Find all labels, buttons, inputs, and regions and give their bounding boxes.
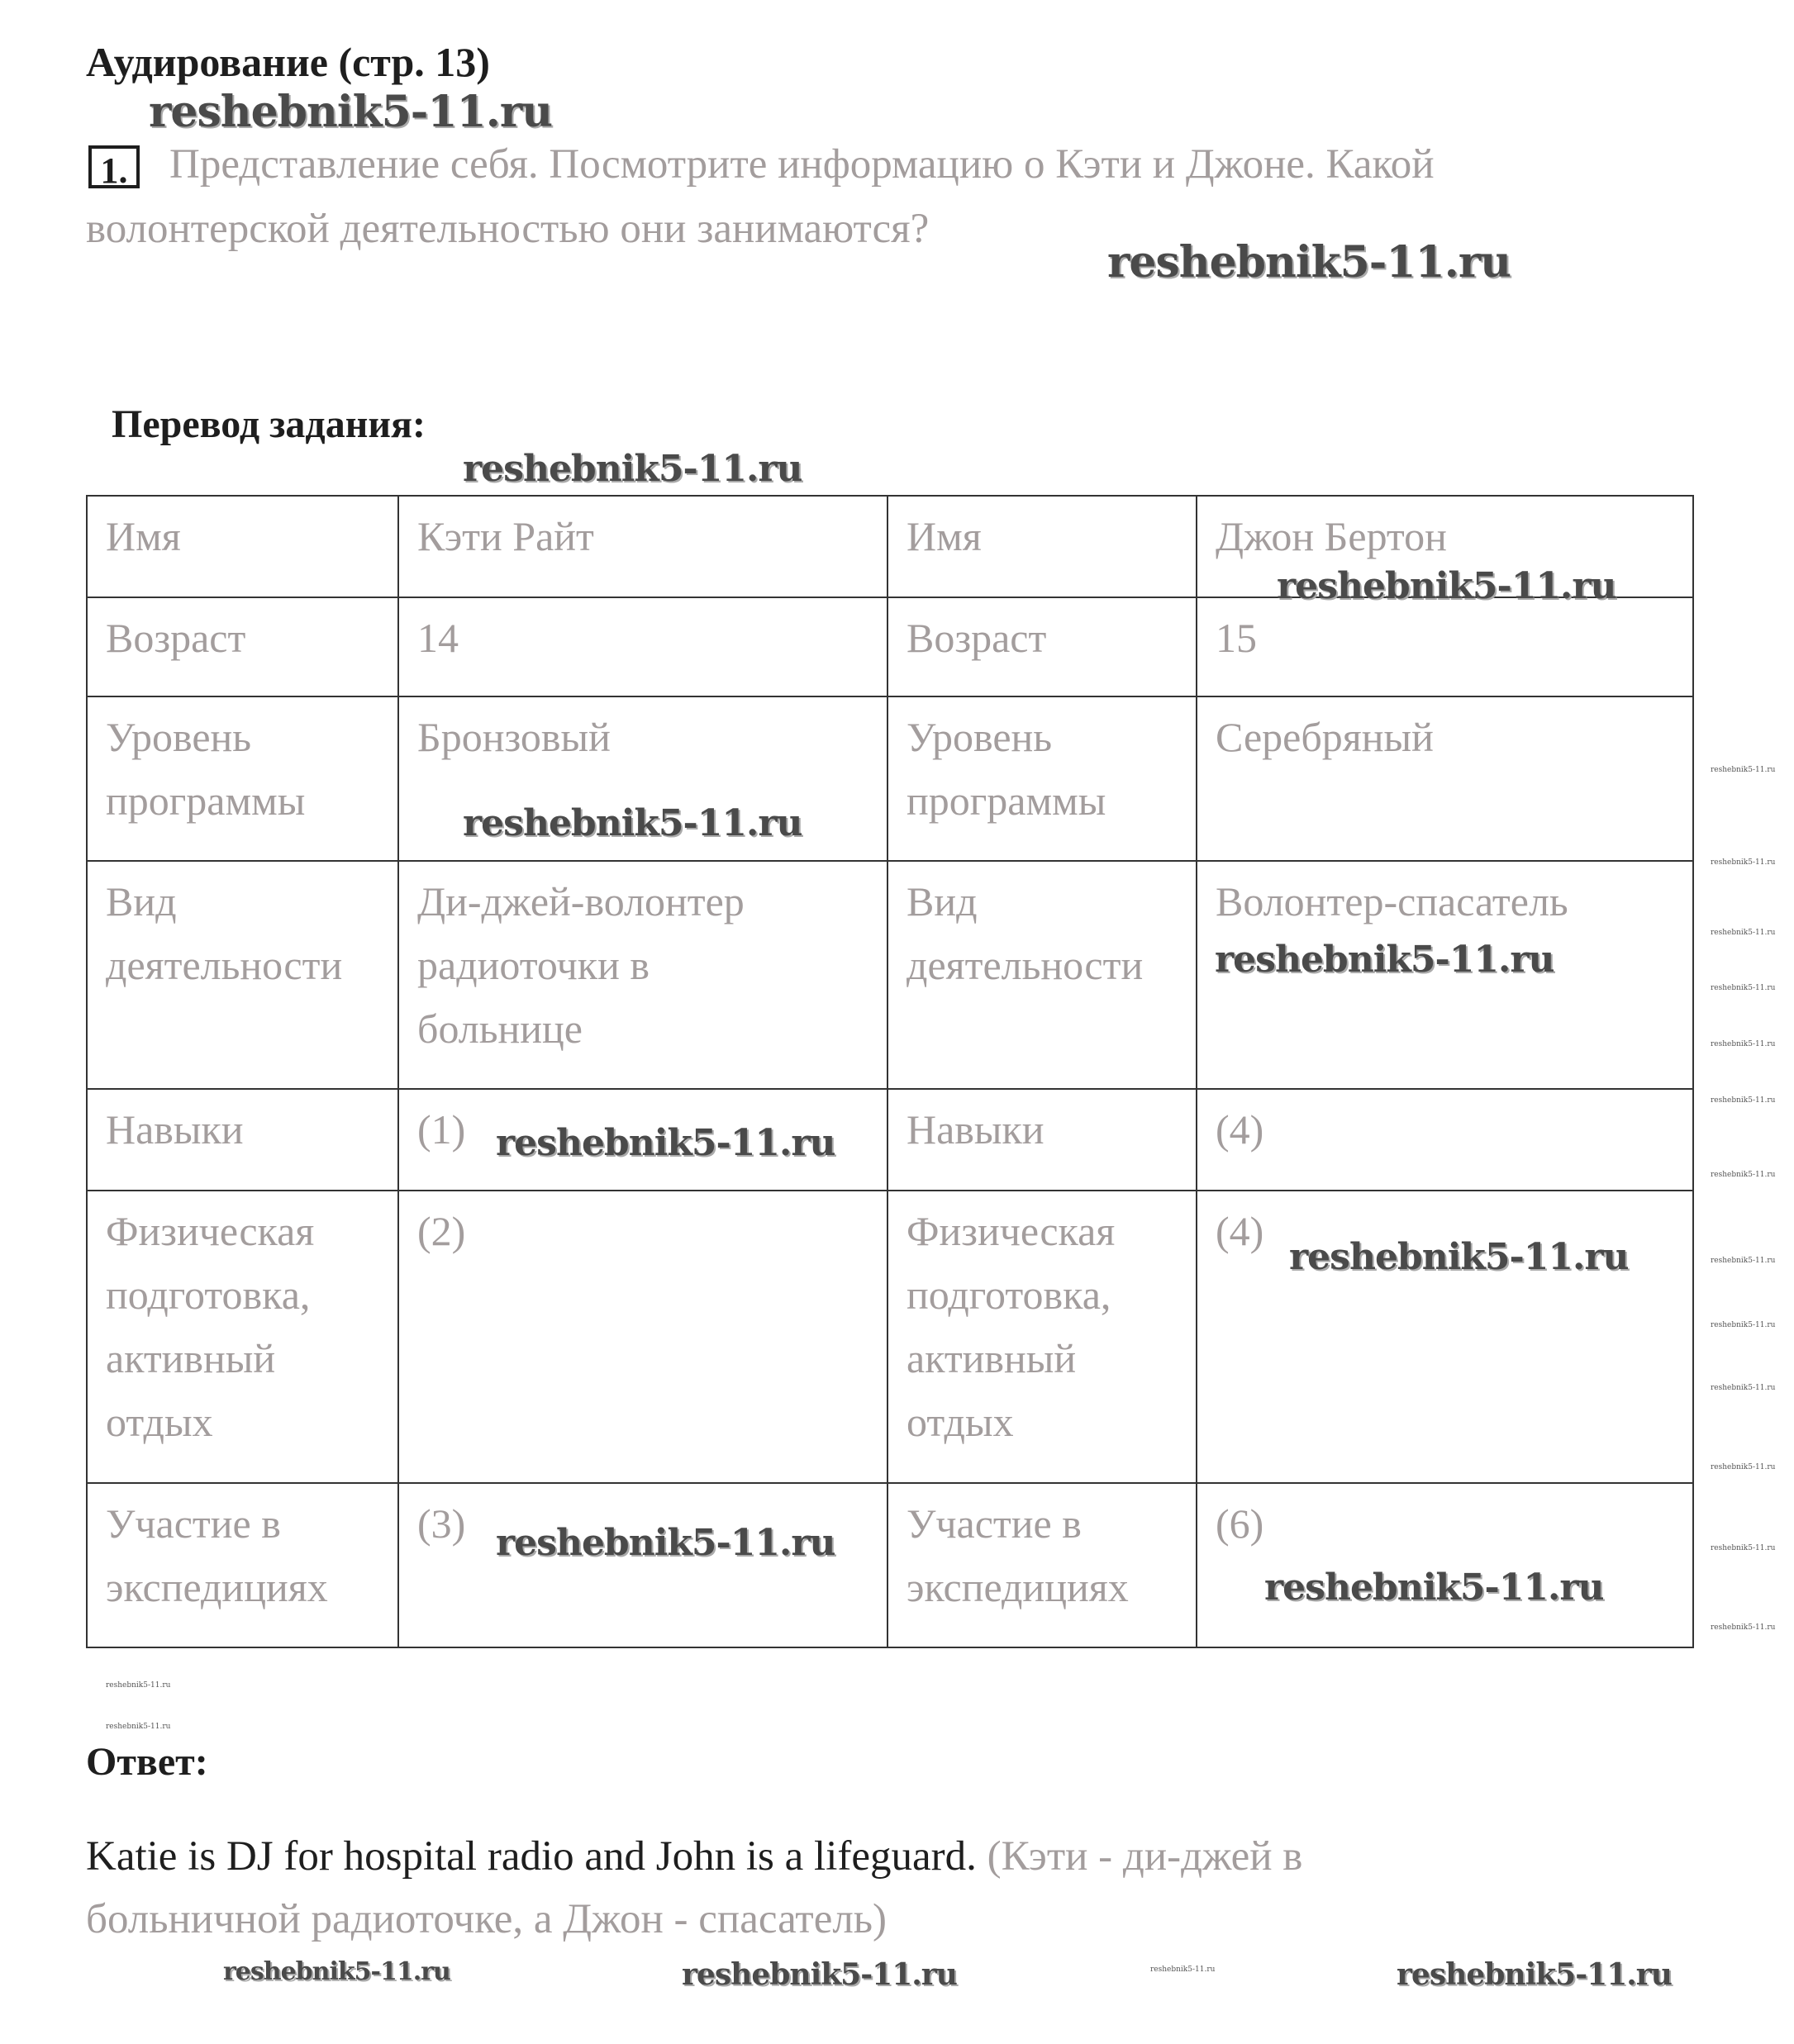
watermark: reshebnik5-11.ru — [1277, 565, 1616, 607]
row-label-cell: Уровень программы — [887, 696, 1197, 861]
task-text-line1: Представление себя. Посмотрите информацию о Кэти и Джоне. Какой — [169, 141, 1435, 188]
row-value-cell: (1) — [398, 1089, 887, 1191]
watermark: reshebnik5-11.ru — [682, 1957, 957, 1992]
watermark-small: reshebnik5-11.ru — [1711, 1544, 1776, 1552]
row-label-cell: Навыки — [87, 1089, 398, 1191]
watermark: reshebnik5-11.ru — [1289, 1236, 1629, 1278]
watermark: reshebnik5-11.ru — [496, 1522, 835, 1564]
watermark-small: reshebnik5-11.ru — [1711, 1096, 1776, 1105]
watermark: reshebnik5-11.ru — [149, 87, 553, 137]
info-table — [86, 495, 1694, 1648]
row-value-cell: 14 — [398, 597, 887, 696]
row-value-cell: 15 — [1197, 597, 1693, 696]
watermark-small: reshebnik5-11.ru — [1711, 1384, 1776, 1392]
row-label-cell: Возраст — [887, 597, 1197, 696]
row-value-cell: Волонтер-спасатель — [1197, 861, 1693, 1089]
watermark: reshebnik5-11.ru — [463, 448, 802, 490]
watermark-small: reshebnik5-11.ru — [1711, 1463, 1776, 1471]
table-row — [87, 1089, 1693, 1191]
row-value-cell: (4) — [1197, 1089, 1693, 1191]
row-value-cell: (6) — [1197, 1483, 1693, 1647]
watermark: reshebnik5-11.ru — [1397, 1957, 1672, 1992]
watermark-small: reshebnik5-11.ru — [1711, 929, 1776, 937]
row-value-cell: Кэти Райт — [398, 496, 887, 597]
row-label-cell: Вид деятельности — [87, 861, 398, 1089]
watermark-small: reshebnik5-11.ru — [1711, 1040, 1776, 1048]
row-label-cell: Физическая подготовка, активный отдых — [887, 1191, 1197, 1483]
watermark: reshebnik5-11.ru — [1215, 939, 1554, 981]
watermark-small: reshebnik5-11.ru — [1711, 1321, 1776, 1329]
row-label-cell: Возраст — [87, 597, 398, 696]
table-row — [87, 1483, 1693, 1647]
row-label-cell: Участие в экспедициях — [87, 1483, 398, 1647]
row-label-cell: Участие в экспедициях — [887, 1483, 1197, 1647]
watermark: reshebnik5-11.ru — [496, 1122, 835, 1164]
watermark-small: reshebnik5-11.ru — [1711, 858, 1776, 867]
watermark-small: reshebnik5-11.ru — [1711, 766, 1776, 774]
row-label-cell: Имя — [887, 496, 1197, 597]
table-row — [87, 1191, 1693, 1483]
answer-translation-part1: (Кэти - ди-джей в — [976, 1833, 1303, 1880]
row-value-cell: Ди-джей-волонтер радиоточки в больнице — [398, 861, 887, 1089]
watermark-small: reshebnik5-11.ru — [106, 1681, 171, 1690]
row-label-cell: Вид деятельности — [887, 861, 1197, 1089]
row-value-cell: (2) — [398, 1191, 887, 1483]
watermark: reshebnik5-11.ru — [223, 1957, 450, 1986]
row-label-cell: Уровень программы — [87, 696, 398, 861]
table-row — [87, 597, 1693, 696]
row-value-cell: Джон Бертон — [1197, 496, 1693, 597]
watermark-small: reshebnik5-11.ru — [106, 1723, 171, 1731]
task-number-badge: 1. — [88, 145, 140, 188]
row-label-cell: Имя — [87, 496, 398, 597]
watermark: reshebnik5-11.ru — [1264, 1566, 1604, 1609]
watermark-small: reshebnik5-11.ru — [1711, 1171, 1776, 1179]
row-label-cell: Физическая подготовка, активный отдых — [87, 1191, 398, 1483]
watermark-small: reshebnik5-11.ru — [1711, 1623, 1776, 1632]
watermark: reshebnik5-11.ru — [1107, 237, 1511, 288]
row-value-cell: (4) — [1197, 1191, 1693, 1483]
row-value-cell: Серебряный — [1197, 696, 1693, 861]
row-value-cell: Бронзовый — [398, 696, 887, 861]
page-title: Аудирование (стр. 13) — [86, 39, 490, 85]
task-text-line2: волонтерской деятельностью они занимаются? — [86, 206, 930, 252]
watermark-small: reshebnik5-11.ru — [1150, 1966, 1216, 1974]
row-label-cell: Навыки — [887, 1089, 1197, 1191]
translation-heading: Перевод задания: — [112, 402, 426, 446]
answer-translation-part2: больничной радиоточке, а Джон - спасатель) — [86, 1896, 887, 1942]
watermark-small: reshebnik5-11.ru — [1711, 984, 1776, 992]
answer-english: Katie is DJ for hospital radio and John is a lifeguard. — [86, 1833, 977, 1880]
table-row — [87, 696, 1693, 861]
watermark-small: reshebnik5-11.ru — [1711, 1257, 1776, 1265]
answer-text — [86, 1832, 1302, 1880]
watermark: reshebnik5-11.ru — [463, 802, 802, 844]
answer-heading: Ответ: — [86, 1740, 208, 1784]
row-value-cell: (3) — [398, 1483, 887, 1647]
